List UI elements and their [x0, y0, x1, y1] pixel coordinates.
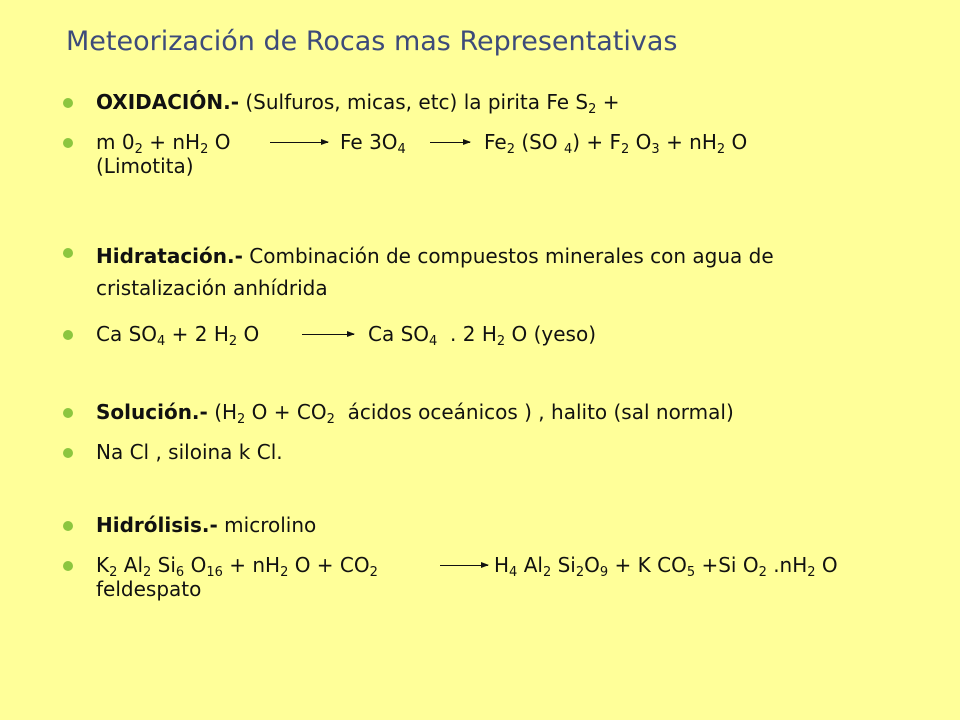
- hidratacion-equation: [96, 322, 926, 349]
- bullet-dot: [63, 98, 73, 108]
- oxidacion-line: [96, 90, 926, 117]
- oxidacion-description: (Sulfuros, micas, etc) la pirita Fe S: [245, 90, 589, 114]
- hidratacion-description-line2: cristalización anhídrida: [96, 276, 328, 300]
- reactants: $K_2$ $Al_2$ $Si_6$ $O_{16} + nH_2$ $O + CO_2$: [96, 553, 378, 580]
- bullet-dot: [63, 248, 73, 258]
- intermediate-product: Fe $3O_4$: [340, 130, 406, 157]
- reaction-arrow-icon: [430, 142, 470, 143]
- oxidacion-s-subscript: 2: [588, 102, 597, 117]
- products: $H_4$ $Al_2$ $Si_2O_9 + K$ $CO_5 +Si$ $O_2$ $.nH_2$ O: [494, 553, 838, 580]
- reactants: m $0_2 + nH_2$ O: [96, 130, 231, 157]
- bullet-item-hidrolisis: [96, 513, 926, 537]
- solucion-heading: Solución.-: [96, 400, 208, 424]
- oxidacion-equation: [96, 130, 926, 157]
- final-products: $Fe_2$ (SO $_4) + F_2$ $O_3 + nH_2$ O: [484, 130, 748, 157]
- product: Ca $SO_4$ . 2 $H_2$ O (yeso): [368, 322, 597, 349]
- bullet-item-solucion: [96, 400, 926, 427]
- bullet-item-oxidacion: [96, 90, 926, 117]
- solucion-line: Solución.- ($H_2$ $O + CO_2$ ácidos oceánicos ) , halito (sal normal): [96, 400, 734, 427]
- hidrolisis-equation: [96, 553, 926, 580]
- slide-title: Meteorización de Rocas mas Representativas: [66, 26, 678, 57]
- bullet-dot: [63, 138, 73, 148]
- hidrolisis-heading: Hidrólisis.-: [96, 513, 218, 537]
- oxidacion-mineral: (Limotita): [96, 154, 194, 178]
- hidratacion-heading: Hidratación.-: [96, 244, 243, 268]
- solucion-line2: Na Cl , siloina k Cl.: [96, 440, 283, 464]
- bullet-item-hidratacion: [96, 240, 926, 304]
- bullet-dot: [63, 561, 73, 571]
- hidrolisis-mineral: feldespato: [96, 577, 202, 601]
- hidrolisis-description: microlino: [224, 513, 317, 537]
- oxidacion-tail: +: [602, 90, 620, 114]
- bullet-item-hidratacion-equation: [96, 322, 926, 349]
- bullet-dot: [63, 408, 73, 418]
- hidrolisis-line: [96, 513, 926, 537]
- reactants: Ca $SO_4 + 2$ $H_2$ O: [96, 322, 260, 349]
- bullet-item-hidrolisis-equation: [96, 553, 926, 601]
- reaction-arrow-icon: [302, 334, 354, 335]
- reaction-arrow-icon: [270, 142, 328, 143]
- solucion-description: ácidos oceánicos ) , halito (sal normal): [347, 400, 734, 424]
- hidratacion-description: Combinación de compuestos minerales con agua de: [249, 244, 774, 268]
- bullet-item-oxidacion-equation: [96, 130, 926, 178]
- reaction-arrow-icon: [440, 565, 488, 566]
- bullet-dot: [63, 448, 73, 458]
- bullet-dot: [63, 521, 73, 531]
- bullet-dot: [63, 330, 73, 340]
- oxidacion-heading: OXIDACIÓN.-: [96, 90, 239, 114]
- bullet-item-solucion-line2: [96, 440, 926, 464]
